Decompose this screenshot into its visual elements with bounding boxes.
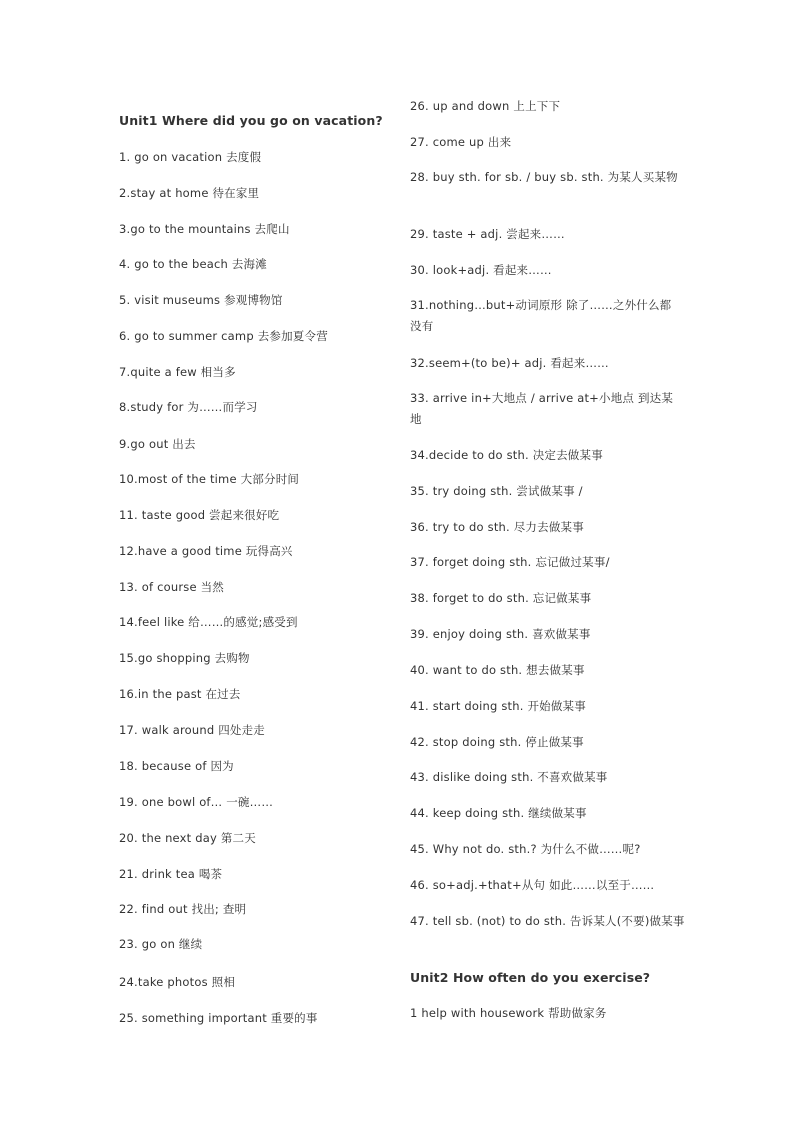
list-item: 27. come up 出来 [410, 135, 512, 149]
list-item: 26. up and down 上上下下 [410, 99, 561, 113]
list-item: 20. the next day 第二天 [119, 831, 256, 845]
list-item: 36. try to do sth. 尽力去做某事 [410, 520, 584, 534]
list-item: 43. dislike doing sth. 不喜欢做某事 [410, 770, 608, 784]
list-item: 5. visit museums 参观博物馆 [119, 293, 283, 307]
list-item: 10.most of the time 大部分时间 [119, 472, 300, 486]
list-item: 17. walk around 四处走走 [119, 723, 265, 737]
list-item: 34.decide to do sth. 决定去做某事 [410, 448, 603, 462]
list-item: 1. go on vacation 去度假 [119, 150, 262, 164]
list-item: 14.feel like 给……的感觉;感受到 [119, 615, 298, 629]
list-item: 35. try doing sth. 尝试做某事 / [410, 484, 583, 498]
unit2-heading: Unit2 How often do you exercise? [410, 970, 651, 985]
list-item: 19. one bowl of… 一碗…… [119, 795, 274, 809]
list-item: 21. drink tea 喝茶 [119, 867, 223, 881]
list-item: 42. stop doing sth. 停止做某事 [410, 735, 584, 749]
list-item: 3.go to the mountains 去爬山 [119, 222, 290, 236]
list-item: 12.have a good time 玩得高兴 [119, 544, 293, 558]
list-item: 23. go on 继续 [119, 937, 203, 951]
list-item: 25. something important 重要的事 [119, 1011, 318, 1025]
list-item: 30. look+adj. 看起来…… [410, 263, 552, 277]
list-item: 47. tell sb. (not) to do sth. 告诉某人(不要)做某事 [410, 914, 685, 928]
list-item: 29. taste + adj. 尝起来…… [410, 227, 565, 241]
list-item: 24.take photos 照相 [119, 975, 236, 989]
list-item: 41. start doing sth. 开始做某事 [410, 699, 586, 713]
unit1-heading: Unit1 Where did you go on vacation? [119, 113, 383, 128]
list-item: 4. go to the beach 去海滩 [119, 257, 267, 271]
list-item: 31.nothing…but+动词原形 除了……之外什么都没有 [410, 298, 672, 333]
list-item: 40. want to do sth. 想去做某事 [410, 663, 585, 677]
list-item: 1 help with housework 帮助做家务 [410, 1006, 607, 1020]
list-item: 16.in the past 在过去 [119, 687, 241, 701]
list-item: 18. because of 因为 [119, 759, 234, 773]
list-item: 37. forget doing sth. 忘记做过某事/ [410, 555, 610, 569]
list-item: 44. keep doing sth. 继续做某事 [410, 806, 587, 820]
list-item: 32.seem+(to be)+ adj. 看起来…… [410, 356, 609, 370]
list-item: 9.go out 出去 [119, 437, 196, 451]
list-item: 8.study for 为……而学习 [119, 400, 258, 414]
list-item: 28. buy sth. for sb. / buy sb. sth. 为某人买某物 [410, 170, 678, 184]
list-item: 39. enjoy doing sth. 喜欢做某事 [410, 627, 591, 641]
list-item: 11. taste good 尝起来很好吃 [119, 508, 280, 522]
list-item: 13. of course 当然 [119, 580, 224, 594]
list-item: 7.quite a few 相当多 [119, 365, 236, 379]
list-item: 33. arrive in+大地点 / arrive at+小地点 到达某地 [410, 391, 674, 426]
list-item: 46. so+adj.+that+从句 如此……以至于…… [410, 878, 655, 892]
list-item: 38. forget to do sth. 忘记做某事 [410, 591, 592, 605]
list-item: 15.go shopping 去购物 [119, 651, 250, 665]
list-item: 6. go to summer camp 去参加夏令营 [119, 329, 328, 343]
list-item: 2.stay at home 待在家里 [119, 186, 260, 200]
list-item: 45. Why not do. sth.? 为什么不做……呢? [410, 842, 641, 856]
list-item: 22. find out 找出; 查明 [119, 902, 247, 916]
